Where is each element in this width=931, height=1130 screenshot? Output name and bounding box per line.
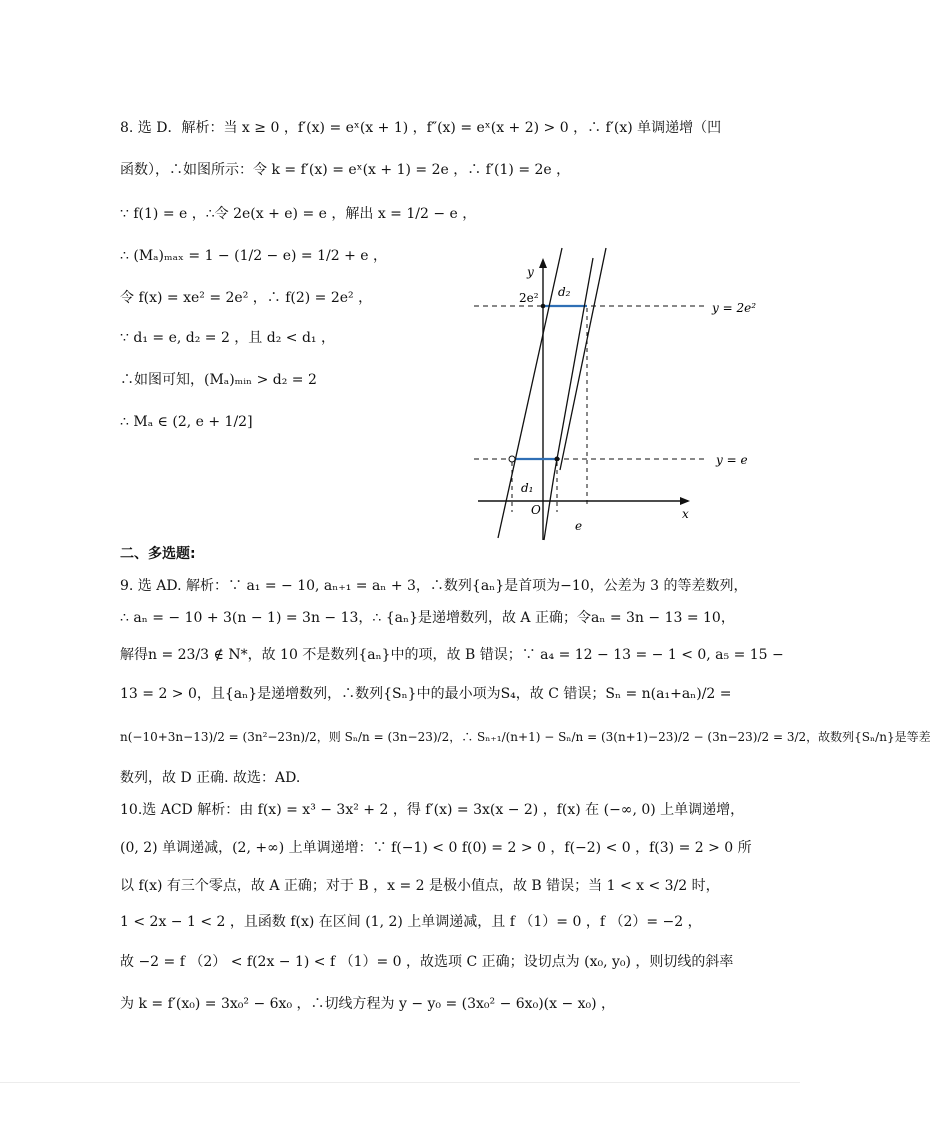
- q10-line-6: 为 k = f′(x₀) = 3x₀² − 6x₀ ，∴切线方程为 y − y₀ = (3x₀² − 6x₀)(x − x₀) ，: [120, 996, 616, 1012]
- q9-line-5: n(−10+3n−13)/2 = (3n²−23n)/2，则 Sₙ/n = (3n−23)/2，∴ Sₙ₊₁/(n+1) − Sₙ/n = (3(n+1)−23)/2 − (3n−23)/2 = 3/2，故数列{Sₙ/n}是等差: [120, 730, 931, 744]
- x-axis-arrow-icon: [680, 497, 690, 505]
- point-tangent: [555, 457, 560, 462]
- q8-line-3: ∵ f(1) = e ，∴令 2e(x + e) = e ，解出 x = 1/2 − e ，: [120, 206, 477, 222]
- y-axis-arrow-icon: [539, 258, 547, 268]
- q9-line-4: 13 = 2 > 0，且{aₙ}是递增数列，∴数列{Sₙ}中的最小项为S₄，故 C 错误；Sₙ = n(a₁+aₙ)/2 =: [120, 686, 732, 702]
- q8-line-2: 函数），∴如图所示：令 k = f′(x) = eˣ(x + 1) = 2e ，∴ f′(1) = 2e ，: [120, 162, 571, 178]
- q8-line-5: 令 f(x) = xe² = 2e² ，∴ f(2) = 2e² ，: [120, 290, 373, 306]
- q8-line-6: ∵ d₁ = e, d₂ = 2 ，且 d₂ < d₁ ，: [120, 330, 335, 346]
- q8-line-1: 8. 选 D．解析：当 x ≥ 0 ，f′(x) = eˣ(x + 1) ，f″(x) = eˣ(x + 2) > 0 ，∴ f′(x) 单调递增（凹: [120, 120, 722, 136]
- label-2e2: 2e²: [519, 291, 539, 305]
- q8-line-4: ∴ (Mₐ)ₘₐₓ = 1 − (1/2 − e) = 1/2 + e ，: [120, 248, 388, 264]
- page-bottom-divider: [0, 1082, 800, 1083]
- origin-label: O: [531, 503, 541, 517]
- q8-line-7: ∴如图可知，(Mₐ)ₘᵢₙ > d₂ = 2: [120, 372, 317, 388]
- function-curve: [544, 258, 593, 540]
- tangent-line-right: [560, 248, 606, 470]
- section-title: 二、多选题:: [120, 546, 196, 562]
- point-open: [509, 456, 515, 462]
- label-d2: d₂: [558, 285, 571, 299]
- q10-line-4: 1 < 2x − 1 < 2 ，且函数 f(x) 在区间 (1, 2) 上单调递减，且 f （1）= 0 ，f （2）= −2 ，: [120, 914, 702, 930]
- q9-line-1: 9. 选 AD. 解析：∵ a₁ = − 10, aₙ₊₁ = aₙ + 3，∴数列{aₙ}是首项为−10，公差为 3 的等差数列，: [120, 578, 748, 594]
- label-line-2e2: y = 2e²: [712, 301, 757, 315]
- label-d1: d₁: [521, 481, 534, 495]
- q10-line-2: (0, 2) 单调递减，(2, +∞) 上单调递增：∵ f(−1) < 0 f(0) = 2 > 0 ，f(−2) < 0 ，f(3) = 2 > 0 所: [120, 840, 752, 856]
- point-top: [541, 304, 546, 309]
- q10-line-3: 以 f(x) 有三个零点，故 A 正确；对于 B ，x = 2 是极小值点，故 B 错误；当 1 < x < 3/2 时，: [120, 878, 720, 894]
- function-figure: [460, 250, 770, 550]
- q8-line-8: ∴ Mₐ ∈ (2, e + 1/2]: [120, 414, 253, 430]
- q9-line-6: 数列，故 D 正确. 故选：AD.: [120, 770, 301, 786]
- x-axis-label: x: [682, 507, 689, 521]
- label-e: e: [575, 519, 583, 533]
- q9-line-2: ∴ aₙ = − 10 + 3(n − 1) = 3n − 13，∴ {aₙ}是递增数列，故 A 正确；令aₙ = 3n − 13 = 10，: [120, 610, 735, 626]
- q10-line-1: 10.选 ACD 解析：由 f(x) = x³ − 3x² + 2 ，得 f′(x) = 3x(x − 2) ，f(x) 在 (−∞, 0) 上单调递增，: [120, 802, 745, 818]
- y-axis-label: y: [527, 265, 534, 279]
- label-line-e: y = e: [716, 453, 748, 467]
- q9-line-3: 解得n = 23/3 ∉ N*，故 10 不是数列{aₙ}中的项，故 B 错误；∵ a₄ = 12 − 13 = − 1 < 0, a₅ = 15 −: [120, 647, 784, 663]
- q10-line-5: 故 −2 = f （2） < f(2x − 1) < f （1）= 0 ，故选项 C 正确；设切点为 (x₀, y₀) ，则切线的斜率: [120, 954, 734, 970]
